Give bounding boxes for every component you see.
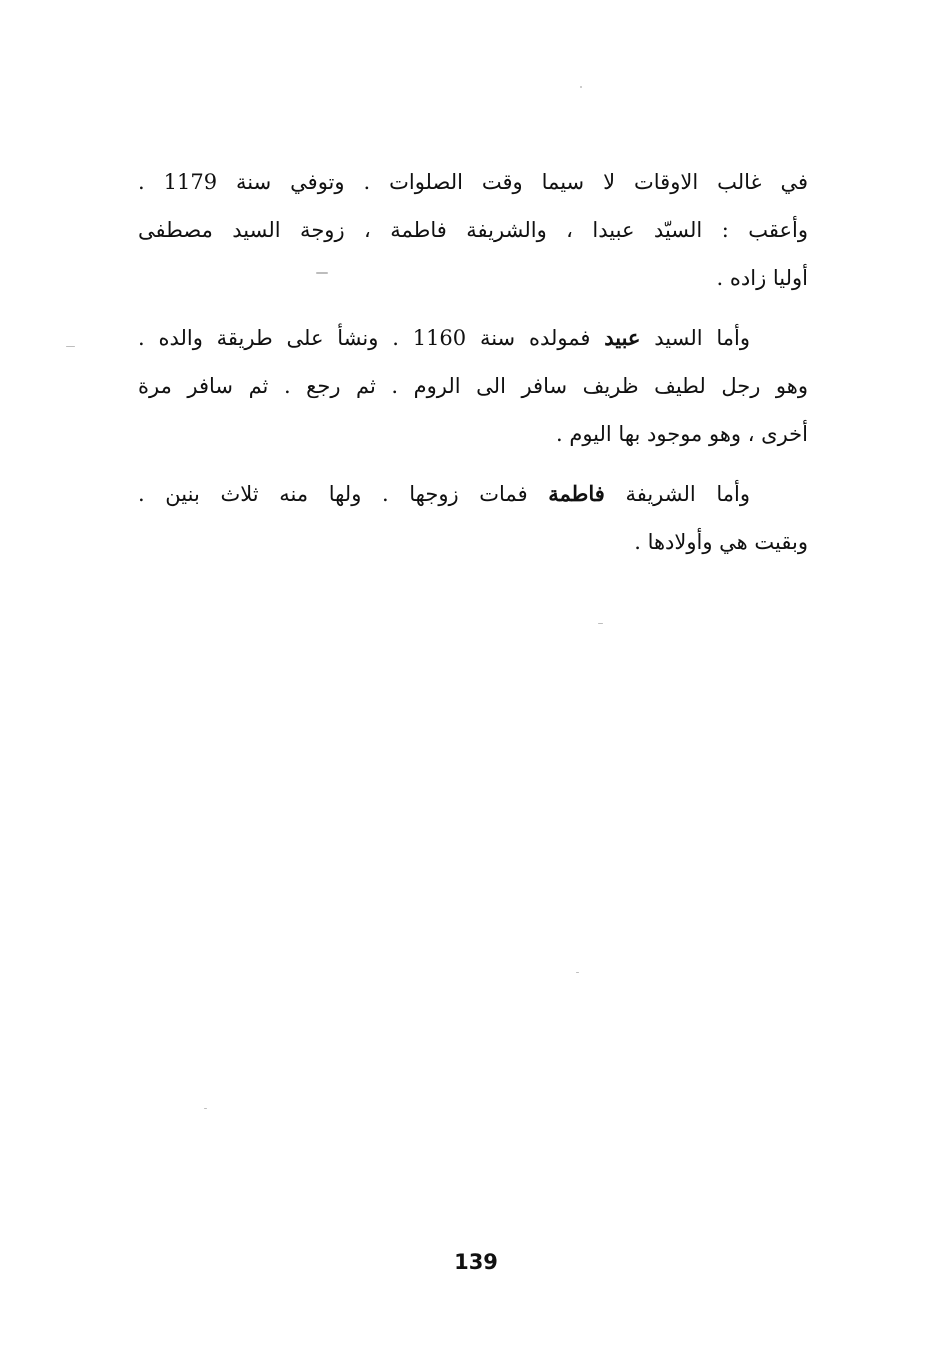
text-line: أخرى ، وهو موجود بها اليوم . xyxy=(555,422,808,446)
text-line: وأعقب : السيّد عبيدا ، والشريفة فاطمة ، زوجة السيد مصطفى xyxy=(138,218,808,242)
text-line: وبقيت هي وأولادها . xyxy=(634,530,808,554)
scan-speck xyxy=(580,86,582,88)
text-line xyxy=(138,314,808,362)
scan-speck xyxy=(576,972,579,973)
text-line xyxy=(138,470,808,518)
scan-speck xyxy=(66,346,75,347)
scan-speck xyxy=(598,623,603,624)
bold-name: عبيد xyxy=(604,325,641,350)
scan-speck xyxy=(204,1108,207,1109)
paragraph-3 xyxy=(138,470,808,566)
text-run: فمات زوجها . ولها منه ثلاث بنين . xyxy=(138,482,549,506)
text-line: وهو رجل لطيف ظريف سافر الى الروم . ثم رجع . ثم سافر مرة xyxy=(138,374,808,398)
paragraph-2 xyxy=(138,314,808,458)
page-number: 139 xyxy=(454,1250,498,1274)
text-line: أوليا زاده . xyxy=(716,266,808,290)
body-text xyxy=(138,158,808,566)
text-run: وأما الشريفة xyxy=(604,482,750,506)
bold-name: فاطمة xyxy=(548,481,605,506)
paragraph-1 xyxy=(138,158,808,302)
text-run: فمولده سنة 1160 . ونشأ على طريقة والده . xyxy=(138,326,605,350)
text-run: وأما السيد xyxy=(640,326,751,350)
text-line: في غالب الاوقات لا سيما وقت الصلوات . وتوفي سنة 1179 . xyxy=(138,170,808,194)
